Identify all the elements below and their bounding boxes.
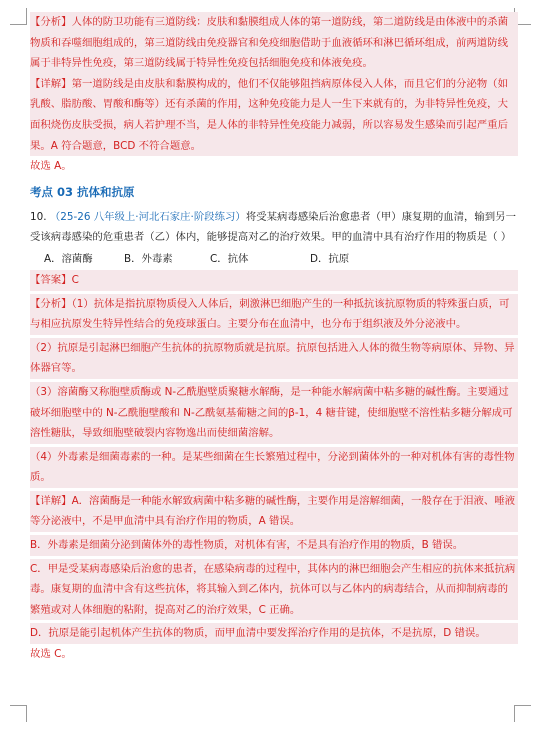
- option-a: A．溶菌酶: [44, 252, 93, 265]
- analysis-text: 人体的防卫功能有三道防线：皮肤和黏膜组成人体的第一道防线，第二道防线是由体液中的杀菌物质和吞噬细胞组成的，第三道防线由免疫器官和免疫细胞借助于血液循环和淋巴循环组成，前两道防线属于非特异性免疫，第三道防线属于特异性免疫包括细胞免疫和体液免疫。: [30, 16, 508, 70]
- question-options: [30, 248, 518, 270]
- corner-mark-top-left: [10, 8, 27, 25]
- answer-tag: 【答案】: [30, 273, 72, 286]
- detail-item-d: D．抗原是能引起机体产生抗体的物质，而甲血清中要发挥治疗作用的是抗体，不是抗原，D 错误。: [30, 623, 518, 644]
- detail-paragraph-1: [30, 74, 518, 156]
- answer-line: [30, 270, 518, 291]
- question-text: 将受某病毒感染后治愈患者（甲）康复期的血清，输到另一受该病毒感染的危重患者（乙）体内，能够提高对乙的治疗效果。甲的血清中具有治疗作用的物质是（ ）: [30, 210, 516, 244]
- analysis-paragraph-2: [30, 294, 518, 335]
- detail-tag-2: 【详解】: [30, 494, 72, 507]
- analysis-paragraph-1: [30, 12, 518, 74]
- document-body: [30, 12, 518, 665]
- option-d: D．抗原: [310, 252, 350, 265]
- option-b: B．外毒素: [124, 252, 173, 265]
- detail-item-c: C．甲是受某病毒感染后治愈的患者，在感染病毒的过程中，其体内的淋巴细胞会产生相应的抗体来抵抗病毒。康复期的血清中含有这些抗体，将其输入到乙体内，抗体可以与乙体内的病毒结合，从而抑制病毒的繁殖或对人体细胞的粘附，提高对乙的治疗效果，C 正确。: [30, 559, 518, 621]
- detail-item-b: B．外毒素是细菌分泌到菌体外的毒性物质，对机体有害，不是具有治疗作用的物质，B 错误。: [30, 535, 518, 556]
- analysis-item-3: （3）溶菌酶又称胞壁质酶或 N-乙酰胞壁质聚糖水解酶，是一种能水解病菌中粘多糖的碱性酶。主要通过破坏细胞壁中的 N-乙酰胞壁酸和 N-乙酰氨基葡糖之间的β-1，4 糖苷键，使细胞壁不溶性粘多糖分解成可溶性糖肽，导致细胞壁破裂内容物逸出而使细菌溶解。: [30, 382, 518, 444]
- question-number: 10.: [30, 210, 47, 223]
- detail-tag: 【详解】: [30, 77, 72, 90]
- corner-mark-bottom-left: [10, 705, 27, 722]
- option-c: C．抗体: [210, 252, 249, 265]
- detail-item-a: A．溶菌酶是一种能水解致病菌中粘多糖的碱性酶，主要作用是溶解细菌，一般存在于泪液、唾液等分泌液中，不是甲血清中具有治疗作用的物质，A 错误。: [30, 494, 516, 528]
- detail-text: 第一道防线是由皮肤和黏膜构成的，他们不仅能够阻挡病原体侵入人体，而且它们的分泌物（如乳酸、脂肪酸、胃酸和酶等）还有杀菌的作用，这种免疫能力是人一生下来就有的，为非特异性免疫，大面积烧伤皮肤受损，病人若护理不当，是人体的非特异性免疫能力减弱，所以容易发生感染而引起严重后果。A 符合题意，BCD 不符合题意。: [30, 77, 508, 152]
- corner-mark-bottom-right: [514, 705, 531, 722]
- answer-conclusion-2: 故选 C。: [30, 648, 72, 661]
- question-10: [30, 207, 518, 248]
- analysis-tag: 【分析】: [30, 16, 72, 28]
- detail-paragraph-2: [30, 491, 518, 532]
- question-source-link[interactable]: （25-26 八年级上·河北石家庄·阶段练习）: [49, 210, 246, 223]
- analysis-item-1: （1）抗体是指抗原物质侵入人体后，刺激淋巴细胞产生的一种抵抗该抗原物质的特殊蛋白质，可与相应抗原发生特异性结合的免疫球蛋白。主要分布在血清中，也分布于组织液及外分泌液中。: [30, 297, 510, 331]
- answer-conclusion-1: 故选 A。: [30, 160, 72, 173]
- analysis-item-4: （4）外毒素是细菌毒素的一种。是某些细菌在生长繁殖过程中，分泌到菌体外的一种对机体有害的毒性物质。: [30, 447, 518, 488]
- answer-value: C: [71, 273, 79, 286]
- section-heading: 考点 03 抗体和抗原: [30, 184, 135, 199]
- analysis-tag-2: 【分析】: [30, 297, 72, 310]
- analysis-item-2: （2）抗原是引起淋巴细胞产生抗体的抗原物质就是抗原。抗原包括进入人体的微生物等病原体、异物、异体器官等。: [30, 338, 518, 379]
